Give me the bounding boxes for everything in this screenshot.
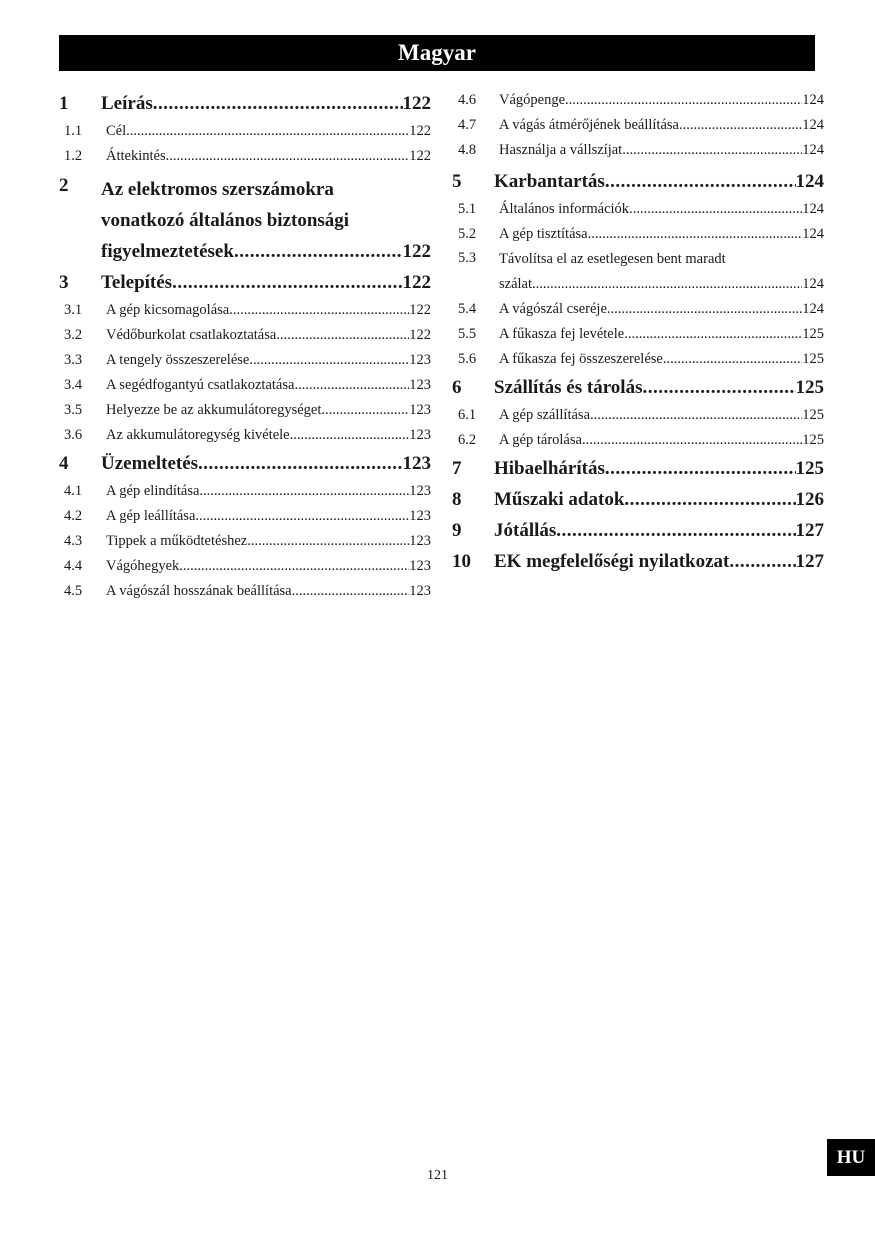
- toc-title: Leírás: [101, 93, 153, 114]
- toc-title-line-1: Az elektromos szerszámokra: [101, 179, 334, 200]
- leader-dots: [624, 322, 802, 347]
- toc-entry-4-8[interactable]: [452, 138, 824, 163]
- toc-entry-4-3[interactable]: [59, 529, 431, 554]
- toc-page: 122: [402, 272, 431, 293]
- toc-title: A tengely összeszerelése: [106, 352, 250, 368]
- toc-page: 125: [802, 351, 824, 367]
- toc-number: 6.1: [458, 407, 477, 423]
- toc-entry-5-1[interactable]: [452, 197, 824, 222]
- toc-title: A gép elindítása: [106, 483, 200, 499]
- leader-dots: [249, 348, 409, 373]
- toc-title: Általános információk: [499, 201, 630, 217]
- toc-number: 5: [452, 171, 462, 192]
- toc-entry-5-4[interactable]: [452, 297, 824, 322]
- toc-title: Hibaelhárítás: [494, 458, 605, 479]
- toc-number: 4.6: [458, 92, 477, 108]
- toc-page: 122: [402, 93, 431, 114]
- toc-entry-5-3[interactable]: [452, 247, 824, 297]
- toc-title: A fűkasza fej levétele: [499, 326, 625, 342]
- toc-number: 4.8: [458, 142, 477, 158]
- toc-number: 4.7: [458, 117, 477, 133]
- toc-page: 122: [402, 241, 431, 262]
- leader-dots: [290, 423, 410, 448]
- toc-entry-3-3[interactable]: [59, 348, 431, 373]
- language-tab: [827, 1139, 875, 1176]
- toc-title: A vágószál cseréje: [499, 301, 607, 317]
- toc-title: A vágószál hosszának beállítása: [106, 583, 292, 599]
- toc-page: 127: [795, 551, 824, 572]
- toc-title: Jótállás: [494, 520, 557, 541]
- toc-title: EK megfelelőségi nyilatkozat: [494, 551, 730, 572]
- toc-entry-3[interactable]: [59, 267, 431, 298]
- toc-title: figyelmeztetések: [101, 241, 234, 262]
- leader-dots: [276, 323, 409, 348]
- toc-title: Használja a vállszíjat: [499, 142, 623, 158]
- leader-dots: [321, 398, 409, 423]
- toc-number: 6.2: [458, 432, 477, 448]
- toc-number: 3.4: [64, 377, 83, 393]
- toc-entry-4-1[interactable]: [59, 479, 431, 504]
- toc-number: 10: [452, 551, 471, 572]
- toc-number: 1.1: [64, 123, 83, 139]
- toc-title: Az akkumulátoregység kivétele: [106, 427, 290, 443]
- leader-dots: [199, 479, 409, 504]
- toc-page: 123: [409, 352, 431, 368]
- toc-title: Műszaki adatok: [494, 489, 625, 510]
- toc-number: 5.4: [458, 301, 477, 317]
- page-number: 121: [427, 1168, 448, 1183]
- leader-dots: [588, 222, 803, 247]
- toc-number: 1: [59, 93, 69, 114]
- toc-number: 1.2: [64, 148, 83, 164]
- toc-title-line-2: vonatkozó általános biztonsági: [101, 210, 350, 231]
- leader-dots: [153, 88, 403, 119]
- toc-title: A gép tisztítása: [499, 226, 588, 242]
- leader-dots: [624, 484, 795, 515]
- toc-entry-4-2[interactable]: [59, 504, 431, 529]
- toc-entry-1-2[interactable]: [59, 144, 431, 169]
- toc-entry-5[interactable]: [452, 166, 824, 197]
- leader-dots: [622, 138, 802, 163]
- toc-page: 124: [802, 301, 824, 317]
- leader-dots: [663, 347, 802, 372]
- toc-title: A vágás átmérőjének beállítása: [499, 117, 679, 133]
- toc-page: 122: [409, 148, 431, 164]
- toc-page: 125: [802, 326, 824, 342]
- toc-entry-1[interactable]: [59, 88, 431, 119]
- toc-entry-5-6[interactable]: [452, 347, 824, 372]
- toc-entry-4-4[interactable]: [59, 554, 431, 579]
- leader-dots: [198, 448, 402, 479]
- toc-number: 4.3: [64, 533, 83, 549]
- leader-dots: [234, 236, 403, 267]
- toc-entry-4-7[interactable]: [452, 113, 824, 138]
- toc-number: 3.5: [64, 402, 83, 418]
- toc-title: Áttekintés: [106, 148, 166, 164]
- toc-page: 124: [802, 226, 824, 242]
- toc-number: 3.2: [64, 327, 83, 343]
- toc-entry-10[interactable]: [452, 546, 824, 577]
- toc-entry-6-2[interactable]: [452, 428, 824, 453]
- toc-entry-6[interactable]: [452, 372, 824, 403]
- toc-page: 124: [802, 276, 824, 292]
- leader-dots: [229, 298, 409, 323]
- toc-number: 6: [452, 377, 462, 398]
- toc-page: 123: [402, 453, 431, 474]
- toc-page: 122: [409, 302, 431, 318]
- leader-dots: [179, 554, 409, 579]
- toc-entry-5-2[interactable]: [452, 222, 824, 247]
- toc-title: Szállítás és tárolás: [494, 377, 643, 398]
- toc-entry-6-1[interactable]: [452, 403, 824, 428]
- toc-entry-3-6[interactable]: [59, 423, 431, 448]
- toc-number: 5.2: [458, 226, 477, 242]
- toc-page: 125: [802, 432, 824, 448]
- toc-title-line-1: Távolítsa el az esetlegesen bent maradt: [499, 251, 726, 267]
- toc-title: Védőburkolat csatlakoztatása: [106, 327, 277, 343]
- toc-title: Tippek a működtetéshez: [106, 533, 248, 549]
- toc-number: 5.6: [458, 351, 477, 367]
- toc-title: Vágópenge: [499, 92, 566, 108]
- toc-page: 123: [409, 427, 431, 443]
- leader-dots: [590, 403, 802, 428]
- leader-dots: [605, 166, 796, 197]
- toc-page: 124: [802, 201, 824, 217]
- toc-entry-4[interactable]: [59, 448, 431, 479]
- toc-number: 3.3: [64, 352, 83, 368]
- toc-page: 123: [409, 558, 431, 574]
- toc-title: A gép kicsomagolása: [106, 302, 230, 318]
- toc-page: 123: [409, 377, 431, 393]
- leader-dots: [532, 272, 802, 297]
- toc-column-left: [59, 88, 431, 604]
- toc-entry-4-6[interactable]: [452, 88, 824, 113]
- toc-title: A segédfogantyú csatlakoztatása: [106, 377, 295, 393]
- toc-number: 3: [59, 272, 69, 293]
- leader-dots: [294, 373, 409, 398]
- leader-dots: [679, 113, 802, 138]
- toc-entry-3-5[interactable]: [59, 398, 431, 423]
- toc-title: A fűkasza fej összeszerelése: [499, 351, 663, 367]
- toc-title: Cél: [106, 123, 127, 139]
- leader-dots: [166, 144, 410, 169]
- toc-entry-7[interactable]: [452, 453, 824, 484]
- toc-page: 123: [409, 402, 431, 418]
- leader-dots: [565, 88, 802, 113]
- leader-dots: [195, 504, 409, 529]
- toc-number: 8: [452, 489, 462, 510]
- toc-number: 2: [59, 175, 69, 196]
- toc-page: 125: [802, 407, 824, 423]
- leader-dots: [582, 428, 802, 453]
- toc-number: 4.2: [64, 508, 83, 524]
- toc-entry-5-5[interactable]: [452, 322, 824, 347]
- toc-page: 123: [409, 508, 431, 524]
- leader-dots: [629, 197, 802, 222]
- toc-page: 124: [802, 142, 824, 158]
- toc-number: 4.4: [64, 558, 83, 574]
- toc-entry-9[interactable]: [452, 515, 824, 546]
- toc-number: 9: [452, 520, 462, 541]
- toc-entry-4-5[interactable]: [59, 579, 431, 604]
- toc-number: 5.3: [458, 250, 477, 266]
- toc-page: 126: [795, 489, 824, 510]
- leader-dots: [642, 372, 795, 403]
- toc-entry-2[interactable]: [59, 169, 431, 267]
- leader-dots: [556, 515, 795, 546]
- toc-entry-8[interactable]: [452, 484, 824, 515]
- toc-page: 125: [795, 377, 824, 398]
- leader-dots: [172, 267, 402, 298]
- section-title: Magyar: [398, 40, 476, 65]
- toc-title: Helyezze be az akkumulátoregységet: [106, 402, 322, 418]
- toc-number: 3.6: [64, 427, 83, 443]
- leader-dots: [247, 529, 409, 554]
- toc-number: 7: [452, 458, 462, 479]
- toc-title: szálat: [499, 276, 533, 292]
- toc-page: 125: [795, 458, 824, 479]
- toc-title: Vágóhegyek: [106, 558, 180, 574]
- toc-number: 4.1: [64, 483, 83, 499]
- toc-page: 127: [795, 520, 824, 541]
- toc-number: 5.5: [458, 326, 477, 342]
- section-header: [59, 35, 815, 71]
- toc-title: Üzemeltetés: [101, 453, 199, 474]
- toc-page: 124: [802, 117, 824, 133]
- toc-number: 5.1: [458, 201, 477, 217]
- toc-title: Karbantartás: [494, 171, 605, 192]
- leader-dots: [126, 119, 409, 144]
- toc-title: Telepítés: [101, 272, 173, 293]
- toc-page: 124: [795, 171, 824, 192]
- toc-entry-3-1[interactable]: [59, 298, 431, 323]
- toc-number: 4: [59, 453, 69, 474]
- toc-number: 3.1: [64, 302, 83, 318]
- toc-number: 4.5: [64, 583, 83, 599]
- toc-page: 122: [409, 327, 431, 343]
- toc-entry-1-1[interactable]: [59, 119, 431, 144]
- toc-column-right: [452, 88, 824, 577]
- leader-dots: [729, 546, 795, 577]
- leader-dots: [292, 579, 410, 604]
- toc-page: 123: [409, 533, 431, 549]
- toc-entry-3-4[interactable]: [59, 373, 431, 398]
- toc-entry-3-2[interactable]: [59, 323, 431, 348]
- toc-page: 122: [409, 123, 431, 139]
- toc-page: 123: [409, 483, 431, 499]
- leader-dots: [605, 453, 796, 484]
- language-code: HU: [836, 1146, 866, 1168]
- toc-page: 124: [802, 92, 824, 108]
- toc-title: A gép szállítása: [499, 407, 591, 423]
- toc-title: A gép leállítása: [106, 508, 196, 524]
- leader-dots: [607, 297, 802, 322]
- toc-title: A gép tárolása: [499, 432, 582, 448]
- toc-page: 123: [409, 583, 431, 599]
